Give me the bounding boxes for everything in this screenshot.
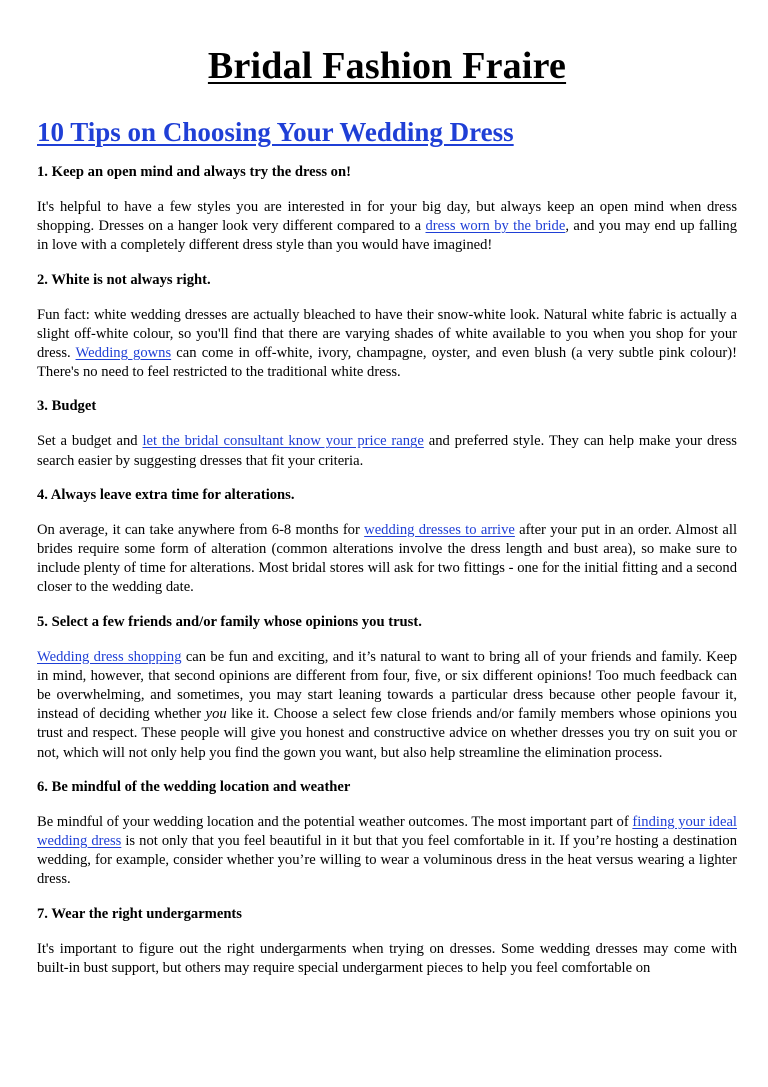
paragraph-text: On average, it can take anywhere from 6-8 months for: [37, 521, 365, 538]
tip-section-6: [37, 778, 737, 890]
site-title: Bridal Fashion Fraire: [207, 45, 567, 87]
link-dress-worn-by-bride[interactable]: dress worn by the bride: [425, 218, 566, 235]
tip-section-2: [37, 271, 737, 383]
paragraph-text: after your put in an order. Almost all brides require some form of alteration (common alterations involve the dress length and bust area), so make sure to include plenty of time for alterations. Most bridal stores will ask for two fittings - one for the initial fitting and a second closer to the wedding date.: [37, 521, 737, 596]
paragraph-text: Set a budget and: [37, 433, 143, 450]
paragraph-text: Be mindful of your wedding location and the potential weather outcomes. The most important part of: [37, 813, 633, 830]
tip-paragraph: [37, 198, 737, 256]
article-title[interactable]: 10 Tips on Choosing Your Wedding Dress: [37, 117, 514, 147]
link-wedding-dresses-to-arrive[interactable]: wedding dresses to arrive: [364, 521, 515, 538]
tip-heading: 3. Budget: [37, 398, 97, 415]
tip-paragraph: [37, 648, 737, 763]
tip-section-4: [37, 486, 737, 598]
paragraph-text: It's important to figure out the right undergarments when trying on dresses. Some wedding dresses may come with built-in bust support, but others may require special undergarment pieces to help you feel comfortable on: [37, 940, 737, 976]
document-page: [37, 0, 737, 978]
paragraph-text: can be fun and exciting, and it’s natural to want to bring all of your friends and family. Keep in mind, however, that second opinions are different from four, five, or six different opinions! Too much feedback can be overwhelming, and sometimes, you may start leaning towards a particular dress because other people favour it, instead of deciding whether: [37, 648, 737, 723]
paragraph-text: like it. Choose a select few close friends and/or family members whose opinions you trust and respect. These people will give you honest and constructive advice on whether dresses you try on suit you or not, which will not only help you find the gown you want, but also help streamline the elimination process.: [37, 706, 737, 761]
link-wedding-dress-shopping[interactable]: Wedding dress shopping: [37, 648, 182, 665]
tip-heading: 5. Select a few friends and/or family whose opinions you trust.: [37, 613, 422, 630]
tip-paragraph: [37, 521, 737, 598]
tip-heading: 4. Always leave extra time for alterations.: [37, 486, 295, 503]
paragraph-text: It's helpful to have a few styles you are interested in for your big day, but always keep an open mind when dress shopping. Dresses on a hanger look very different compared to a: [37, 199, 737, 235]
tip-paragraph: [37, 432, 737, 470]
link-wedding-gowns[interactable]: Wedding gowns: [75, 345, 172, 362]
tip-section-7: [37, 905, 737, 978]
tip-heading: 6. Be mindful of the wedding location and weather: [37, 778, 351, 795]
paragraph-text: is not only that you feel beautiful in it but that you feel comfortable in it. If you’re hosting a destination wedding, for example, consider whether you’re willing to wear a voluminous dress in the heat versus wearing a lighter dress.: [37, 833, 737, 888]
tip-paragraph: [37, 940, 737, 978]
tip-heading: 2. White is not always right.: [37, 271, 211, 288]
paragraph-text: can come in off-white, ivory, champagne, oyster, and even blush (a very subtle pink colour)! There's no need to feel restricted to the traditional white dress.: [37, 345, 737, 381]
paragraph-text: and preferred style. They can help make your dress search easier by suggesting dresses that fit your criteria.: [37, 433, 737, 469]
tip-paragraph: [37, 813, 737, 890]
paragraph-text: , and you may end up falling in love with a completely different dress style than you would have imagined!: [37, 218, 737, 254]
link-price-range[interactable]: let the bridal consultant know your price range: [142, 433, 424, 450]
paragraph-text: Fun fact: white wedding dresses are actually bleached to have their snow-white look. Natural white fabric is actually a slight off-white colour, so you'll find that there are varying shades of white available to you when you shop for your dress.: [37, 306, 737, 362]
tip-heading: 1. Keep an open mind and always try the dress on!: [37, 164, 351, 180]
tip-heading: 7. Wear the right undergarments: [37, 905, 242, 922]
tip-paragraph: [37, 306, 737, 383]
emphasis-text: you: [205, 706, 227, 723]
tip-section-5: [37, 613, 737, 763]
tip-section-3: [37, 397, 737, 470]
tip-section-1: [37, 163, 737, 256]
link-finding-ideal-dress[interactable]: finding your ideal wedding dress: [37, 813, 737, 850]
